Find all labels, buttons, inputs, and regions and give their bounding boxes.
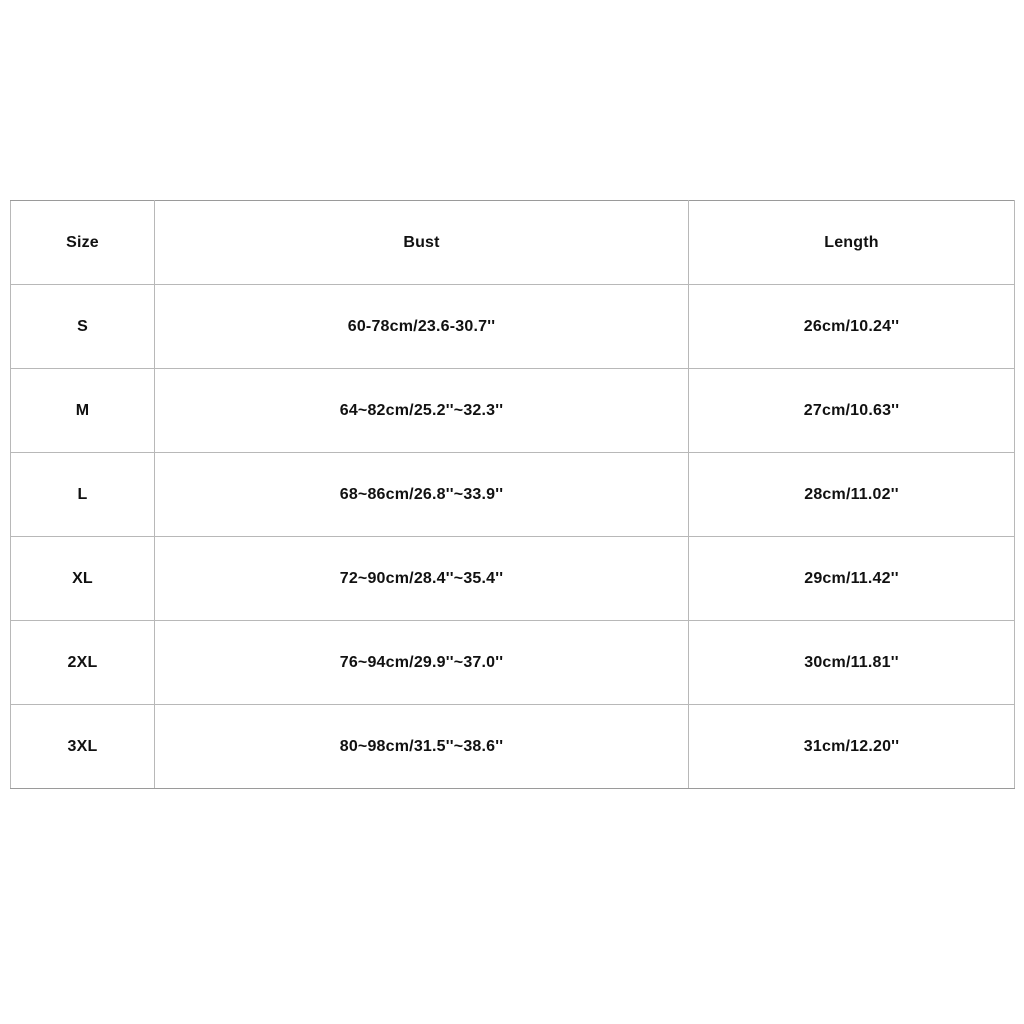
size-cell: L <box>11 453 155 537</box>
size-cell: XL <box>11 537 155 621</box>
length-cell: 30cm/11.81'' <box>689 621 1015 705</box>
bust-cell: 60-78cm/23.6-30.7'' <box>155 285 689 369</box>
size-cell: 2XL <box>11 621 155 705</box>
bust-cell: 76~94cm/29.9''~37.0'' <box>155 621 689 705</box>
table-row <box>11 369 1015 453</box>
header-length: Length <box>689 201 1015 285</box>
bust-cell: 72~90cm/28.4''~35.4'' <box>155 537 689 621</box>
bust-cell: 64~82cm/25.2''~32.3'' <box>155 369 689 453</box>
size-cell: 3XL <box>11 705 155 789</box>
size-chart-table <box>10 200 1015 789</box>
length-cell: 28cm/11.02'' <box>689 453 1015 537</box>
length-cell: 31cm/12.20'' <box>689 705 1015 789</box>
header-bust: Bust <box>155 201 689 285</box>
table-row <box>11 537 1015 621</box>
length-cell: 27cm/10.63'' <box>689 369 1015 453</box>
table-row <box>11 285 1015 369</box>
bust-cell: 80~98cm/31.5''~38.6'' <box>155 705 689 789</box>
bust-cell: 68~86cm/26.8''~33.9'' <box>155 453 689 537</box>
header-size: Size <box>11 201 155 285</box>
size-cell: S <box>11 285 155 369</box>
length-cell: 26cm/10.24'' <box>689 285 1015 369</box>
length-cell: 29cm/11.42'' <box>689 537 1015 621</box>
size-cell: M <box>11 369 155 453</box>
table-row <box>11 705 1015 789</box>
header-row <box>11 201 1015 285</box>
table-header <box>11 201 1015 285</box>
table-body <box>11 285 1015 789</box>
table-row <box>11 621 1015 705</box>
table-row <box>11 453 1015 537</box>
